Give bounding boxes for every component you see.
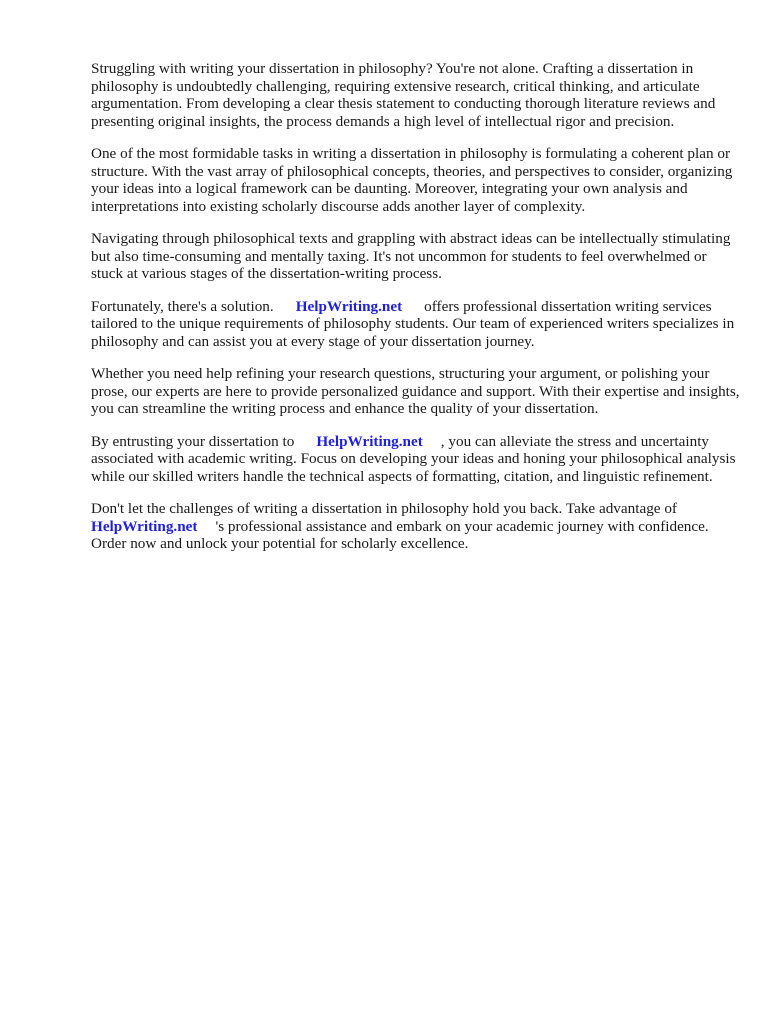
paragraph-intro: Struggling with writing your dissertation in philosophy? You're not alone. Crafting a dissertation in philosophy is undoubtedly challenging, requiring extensive research, critical thinking, and articulate argumentation. From developing a clear thesis statement to conducting thorough literature reviews and presenting original insights, the process demands a high level of intellectual rigor and precision. [91,60,716,130]
paragraph-solution-tail: offers professional dissertation writing services tailored to the unique requirements of philosophy students. Our team of experienced writers specializes in philosophy and can assist you at every stage of your dissertation journey. [91,297,735,350]
paragraph-solution-lead: Fortunately, there's a solution. [91,297,274,315]
document-body [91,60,741,568]
helpwriting-link[interactable]: HelpWriting.net [316,432,423,450]
paragraph-entrusting [91,433,741,486]
helpwriting-link[interactable]: HelpWriting.net [295,297,403,315]
paragraph-closing [91,500,741,553]
paragraph-structure: One of the most formidable tasks in writing a dissertation in philosophy is formulating a coherent plan or structure. With the vast array of philosophical concepts, theories, and perspectives to consider, organizing your ideas into a logical framework can be daunting. Moreover, integrating your own analysis and interpretations into existing scholarly discourse adds another layer of complexity. [91,145,733,215]
paragraph-solution [91,298,741,351]
paragraph-help: Whether you need help refining your research questions, structuring your argument, or polishing your prose, our experts are here to provide personalized guidance and support. With their expertise and insights, you can streamline the writing process and enhance the quality of your dissertation. [91,365,740,417]
paragraph-closing-lead: Don't let the challenges of writing a dissertation in philosophy hold you back. Take advantage of [91,500,677,517]
paragraph-entrusting-tail: , you can alleviate the stress and uncertainty associated with academic writing. Focus on developing your ideas and honing your philosophical analysis while our skilled writers handle the technical aspects of formatting, citation, and linguistic refinement. [91,432,736,485]
paragraph-navigating: Navigating through philosophical texts and grappling with abstract ideas can be intellectually stimulating but also time-consuming and mentally taxing. It's not uncommon for students to feel overwhelmed or stuck at various stages of the dissertation-writing process. [91,230,731,282]
paragraph-entrusting-lead: By entrusting your dissertation to [91,432,295,450]
paragraph-closing-tail: 's professional assistance and embark on your academic journey with confidence. Order now and unlock your potential for scholarly excellence. [91,517,709,552]
helpwriting-link[interactable]: HelpWriting.net [91,517,198,535]
